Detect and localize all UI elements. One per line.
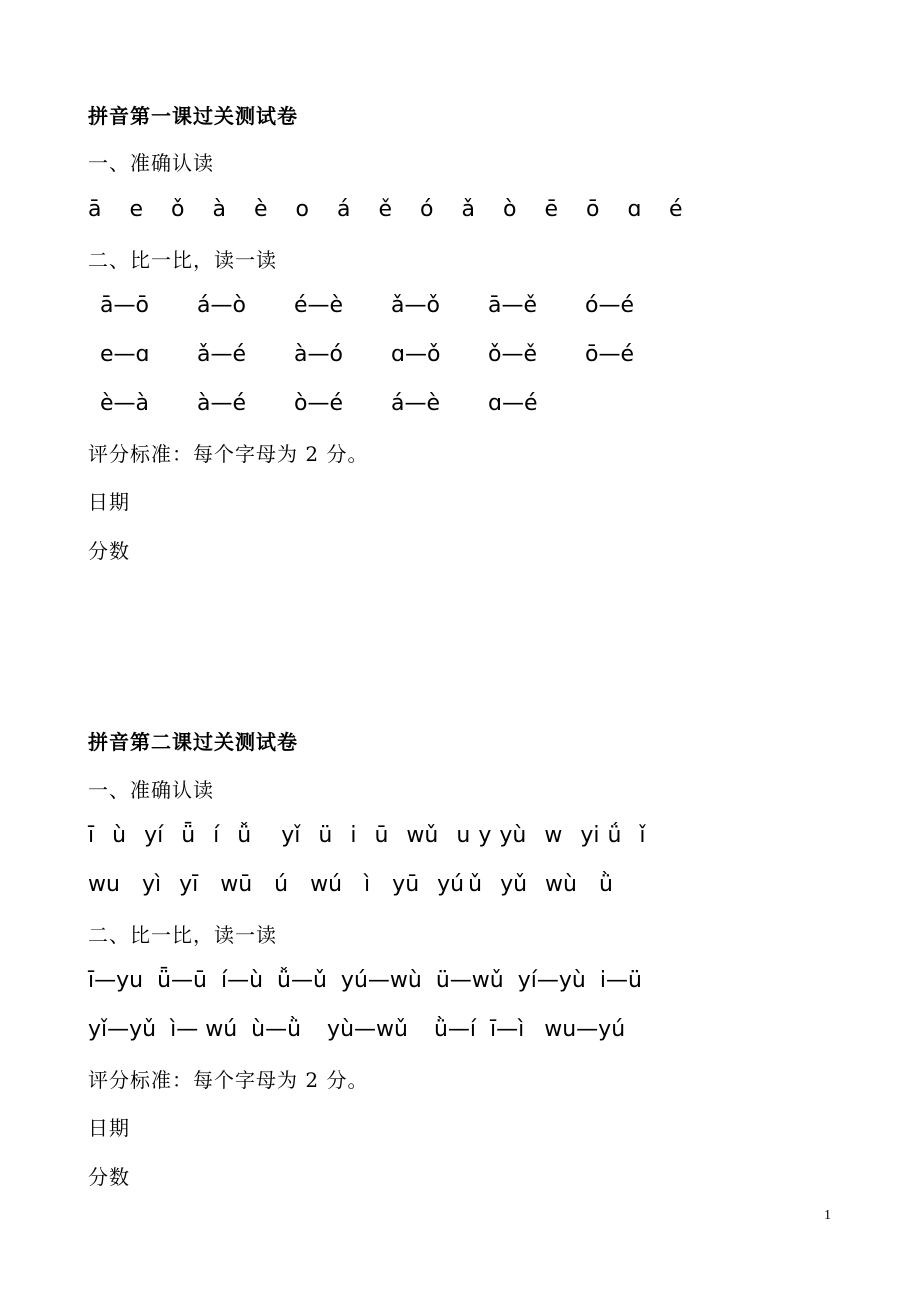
pair: yǐ—yǔ: [88, 1017, 157, 1042]
syllable: ū: [374, 823, 389, 848]
letter: è: [254, 197, 268, 222]
pair: ī—yu: [88, 968, 144, 993]
syllable: yū: [392, 872, 420, 897]
pair: ō—é: [585, 342, 634, 367]
letter: ě: [378, 197, 393, 222]
lesson2-title: 拼音第二课过关测试卷: [88, 730, 298, 754]
lesson1-pairs-row1: [100, 293, 682, 318]
syllable: ǐ: [639, 823, 646, 848]
pair: yú—wù: [340, 968, 422, 993]
syllable: wù: [545, 872, 577, 897]
pair: ǎ—ǒ: [391, 293, 440, 318]
letter: é: [669, 197, 683, 222]
letter: e: [129, 197, 144, 222]
lesson1-scoring: 评分标准：每个字母为 2 分。: [88, 442, 369, 466]
letter: ó: [420, 197, 434, 222]
lesson2-letters-row2: [88, 872, 613, 897]
syllable: yì: [141, 872, 162, 897]
lesson2-pairs-row1: [88, 968, 642, 993]
page-number: 1: [824, 1208, 831, 1223]
pair: e—ɑ: [100, 342, 150, 367]
letter: ō: [586, 197, 600, 222]
pair: ù—ǜ: [251, 1017, 302, 1042]
lesson2-section2-title: 二、比一比，读一读: [88, 923, 277, 947]
lesson2-date-label: 日期: [88, 1116, 130, 1140]
pair: è—à: [100, 391, 150, 416]
pair: ɑ—ǒ: [391, 342, 441, 367]
syllable: ǔ: [468, 872, 483, 897]
letter: ò: [503, 197, 517, 222]
letter: o: [295, 197, 309, 222]
pair: ó—é: [585, 293, 634, 318]
lesson1-score-label: 分数: [88, 539, 130, 563]
lesson1-pairs-row3: [100, 391, 585, 416]
pair: ā—ě: [488, 293, 538, 318]
lesson2-letters-row1: [88, 823, 646, 848]
pair: ī—ì: [490, 1017, 525, 1042]
pair: ò—é: [294, 391, 343, 416]
syllable: w: [544, 823, 563, 848]
syllable: yī: [179, 872, 199, 897]
syllable: y: [478, 823, 492, 848]
pair: á—è: [391, 391, 441, 416]
syllable: ǖ: [181, 823, 196, 848]
syllable: ǘ: [607, 823, 622, 848]
syllable: u: [456, 823, 471, 848]
pair: wu—yú: [544, 1017, 626, 1042]
pair: í—ù: [220, 968, 264, 993]
syllable: ǜ: [598, 872, 613, 897]
lesson1-letters-row: [88, 197, 711, 222]
letter: ǒ: [171, 197, 185, 222]
letter: à: [212, 197, 226, 222]
lesson2-section1-title: 一、准确认读: [88, 778, 214, 802]
lesson2-score-label: 分数: [88, 1165, 130, 1189]
pair: ǖ—ū: [157, 968, 207, 993]
lesson1-date-label: 日期: [88, 490, 130, 514]
syllable: wū: [220, 872, 253, 897]
syllable: yǐ: [281, 823, 301, 848]
lesson1-title: 拼音第一课过关测试卷: [88, 104, 298, 128]
pair: à—ó: [294, 342, 343, 367]
pair: ǜ—í: [433, 1017, 477, 1042]
lesson2-scoring: 评分标准：每个字母为 2 分。: [88, 1068, 369, 1092]
letter: ā: [88, 197, 102, 222]
syllable: ù: [112, 823, 127, 848]
syllable: ü: [318, 823, 333, 848]
letter: ɑ: [627, 197, 642, 222]
syllable: yǔ: [500, 872, 528, 897]
pair: ɑ—é: [488, 391, 538, 416]
syllable: wǔ: [406, 823, 439, 848]
lesson1-section1-title: 一、准确认读: [88, 151, 214, 175]
lesson1-section2-title: 二、比一比，读一读: [88, 248, 277, 272]
pair: ā—ō: [100, 293, 149, 318]
syllable: wú: [310, 872, 343, 897]
pair: ǎ—é: [197, 342, 247, 367]
syllable: yù: [499, 823, 527, 848]
pair: ì— wú: [170, 1017, 238, 1042]
syllable: i: [350, 823, 357, 848]
syllable: yi: [580, 823, 600, 848]
pair: yí—yù: [517, 968, 586, 993]
syllable: yú: [437, 872, 465, 897]
syllable: ǚ: [237, 823, 252, 848]
lesson2-pairs-row2: [88, 1017, 625, 1042]
letter: ǎ: [461, 197, 475, 222]
syllable: ī: [88, 823, 95, 848]
syllable: wu: [88, 872, 120, 897]
pair: i—ü: [599, 968, 642, 993]
syllable: yí: [144, 823, 164, 848]
letter: ē: [544, 197, 559, 222]
letter: á: [337, 197, 351, 222]
pair: á—ò: [197, 293, 246, 318]
pair: ǒ—ě: [488, 342, 537, 367]
syllable: ú: [274, 872, 289, 897]
pair: ü—wǔ: [435, 968, 504, 993]
pair: ǚ—ǔ: [277, 968, 327, 993]
pair: é—è: [294, 293, 344, 318]
lesson1-pairs-row2: [100, 342, 682, 367]
pair: yù—wǔ: [327, 1017, 408, 1042]
syllable: ì: [364, 872, 371, 897]
pair: à—é: [197, 391, 247, 416]
syllable: í: [213, 823, 220, 848]
